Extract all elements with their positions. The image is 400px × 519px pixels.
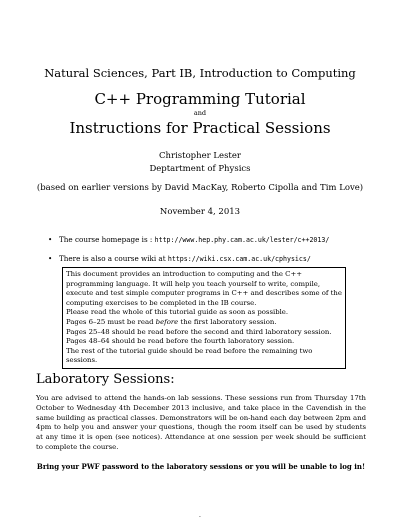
box-intro: This document provides an introduction to computing and the C++ programming language. It will help you teach yourself to write, compile, execute and test simple computer programs in C++ and describes some of the computing exercises to be completed in the IB course. — [66, 270, 342, 307]
bullet-icon: • — [48, 235, 53, 244]
pwf-notice: Bring your PWF password to the laboratory sessions or you will be unable to log in! — [36, 462, 366, 471]
box-line — [66, 318, 342, 328]
list-item — [48, 254, 368, 264]
reading-guide-box — [62, 267, 346, 369]
box-line: Pages 48–64 should be read before the fourth laboratory session. — [66, 337, 295, 346]
homepage-label: The course homepage is : — [59, 235, 155, 244]
document-date: November 4, 2013 — [159, 207, 241, 217]
document-subtitle: Instructions for Practical Sessions — [69, 119, 331, 137]
wiki-label: There is also a course wiki at — [59, 254, 168, 263]
box-line-text: the first laboratory session. — [178, 317, 277, 326]
document-title: C++ Programming Tutorial — [94, 90, 306, 108]
box-line: Please read the whole of this tutorial guide as soon as possible. — [66, 308, 289, 317]
box-line: Pages 25–48 should be read before the second and third laboratory session. — [66, 327, 332, 336]
box-line: The rest of the tutorial guide should be read before the remaining two sessions. — [66, 346, 313, 365]
author-department: Deptartment of Physics — [149, 164, 251, 174]
bullet-icon: • — [48, 254, 53, 263]
box-line-emphasis: before — [155, 317, 179, 326]
page-marker: . — [199, 512, 201, 519]
title-conjunction: and — [193, 109, 207, 117]
author-name: Christopher Lester — [159, 151, 241, 161]
section-heading: Laboratory Sessions: — [36, 372, 175, 387]
box-line-text: Pages 6–25 must be read — [66, 317, 156, 326]
credits-line: (based on earlier versions by David MacKay, Roberto Cipolla and Tim Love) — [36, 183, 364, 193]
lab-paragraph: You are advised to attend the hands-on lab sessions. These sessions run from Thursday 17th October to Wednesday 4th December 2013 inclusive, and take place in the Cavendish in the same building as practical classes. Demonstrators will be on-hand each day between 2pm and 4pm to help you and answer your questions, though the room itself can be used by students at any time it is open (see notices). Attendance at one session per week should be sufficient to complete the course. — [36, 394, 366, 451]
course-name: Natural Sciences, Part IB, Introduction to Computing — [44, 66, 356, 80]
wiki-link[interactable]: https://wiki.csx.cam.ac.uk/cphysics/ — [167, 255, 311, 263]
homepage-link[interactable]: http://www.hep.phy.cam.ac.uk/lester/c++2013/ — [154, 236, 330, 244]
list-item — [48, 235, 368, 245]
